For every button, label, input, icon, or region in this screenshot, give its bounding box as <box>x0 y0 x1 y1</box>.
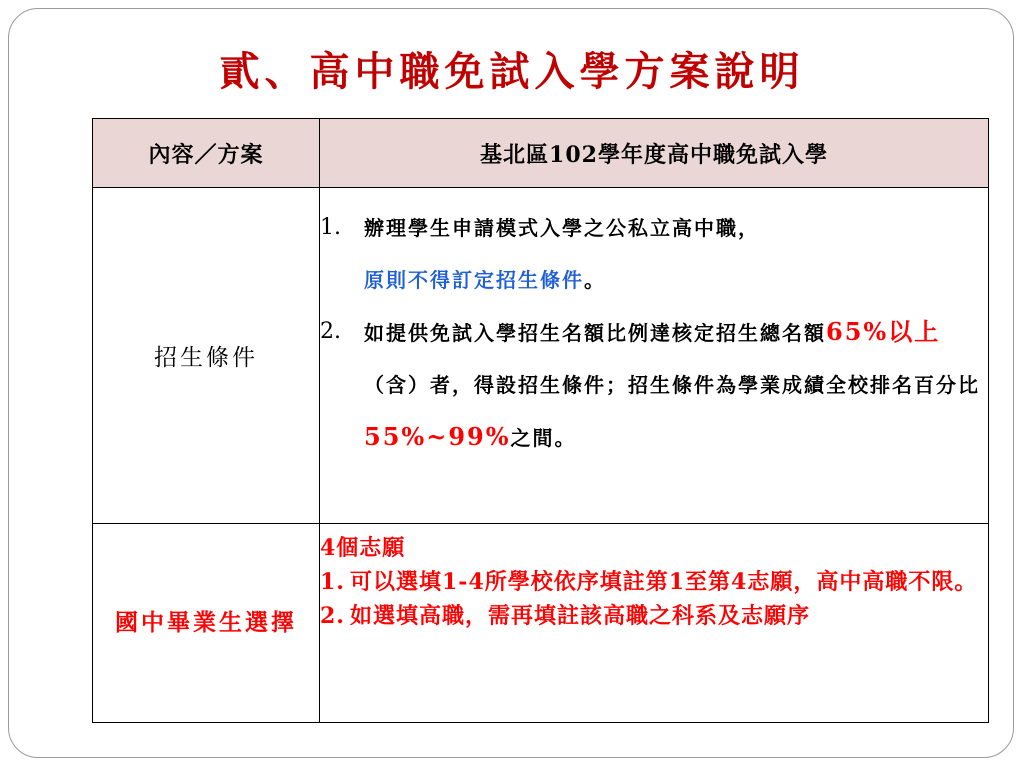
plan-table <box>92 118 989 723</box>
row-label-graduate-choice: 國中畢業生選擇 <box>93 524 320 723</box>
highlight-quota-percent: 65%以上 <box>826 317 941 346</box>
item-text: 如提供免試入學招生名額比例達核定招生總名額65%以上（含）者，得設招生條件；招生條件為學業成績全校排名百分比55%~99%之間。 <box>364 317 980 451</box>
graduate-choice-content <box>320 524 989 723</box>
list-item <box>320 202 988 306</box>
highlight-no-conditions: 原則不得訂定招生條件 <box>364 268 584 292</box>
row-label-admission-conditions: 招生條件 <box>93 188 320 524</box>
list-item <box>320 568 988 596</box>
admission-conditions-content <box>320 188 989 524</box>
header-content-plan: 內容／方案 <box>93 119 320 188</box>
conditions-list <box>320 202 988 464</box>
list-item <box>320 306 988 464</box>
page-title: 貳、高中職免試入學方案說明 <box>219 48 805 95</box>
table-row <box>93 188 989 524</box>
list-item <box>320 602 988 630</box>
header-row <box>93 119 989 188</box>
table-row <box>93 524 989 723</box>
item-text: 如選填高職，需再填註該高職之科系及志願序 <box>350 603 811 629</box>
header-program-name: 基北區102學年度高中職免試入學 <box>320 119 989 188</box>
item-text: 可以選填1-4所學校依序填註第1至第4志願，高中高職不限。 <box>350 569 978 595</box>
item-text: 辦理學生申請模式入學之公私立高中職， 原則不得訂定招生條件。 <box>364 216 760 292</box>
item-number: 1. <box>320 569 345 595</box>
highlight-rank-range: 55%~99% <box>364 422 511 451</box>
item-number: 1. <box>320 215 341 240</box>
item-number: 2. <box>320 603 345 629</box>
choices-block <box>320 534 988 630</box>
choices-heading: 4個志願 <box>320 535 406 561</box>
item-number: 2. <box>320 319 341 344</box>
